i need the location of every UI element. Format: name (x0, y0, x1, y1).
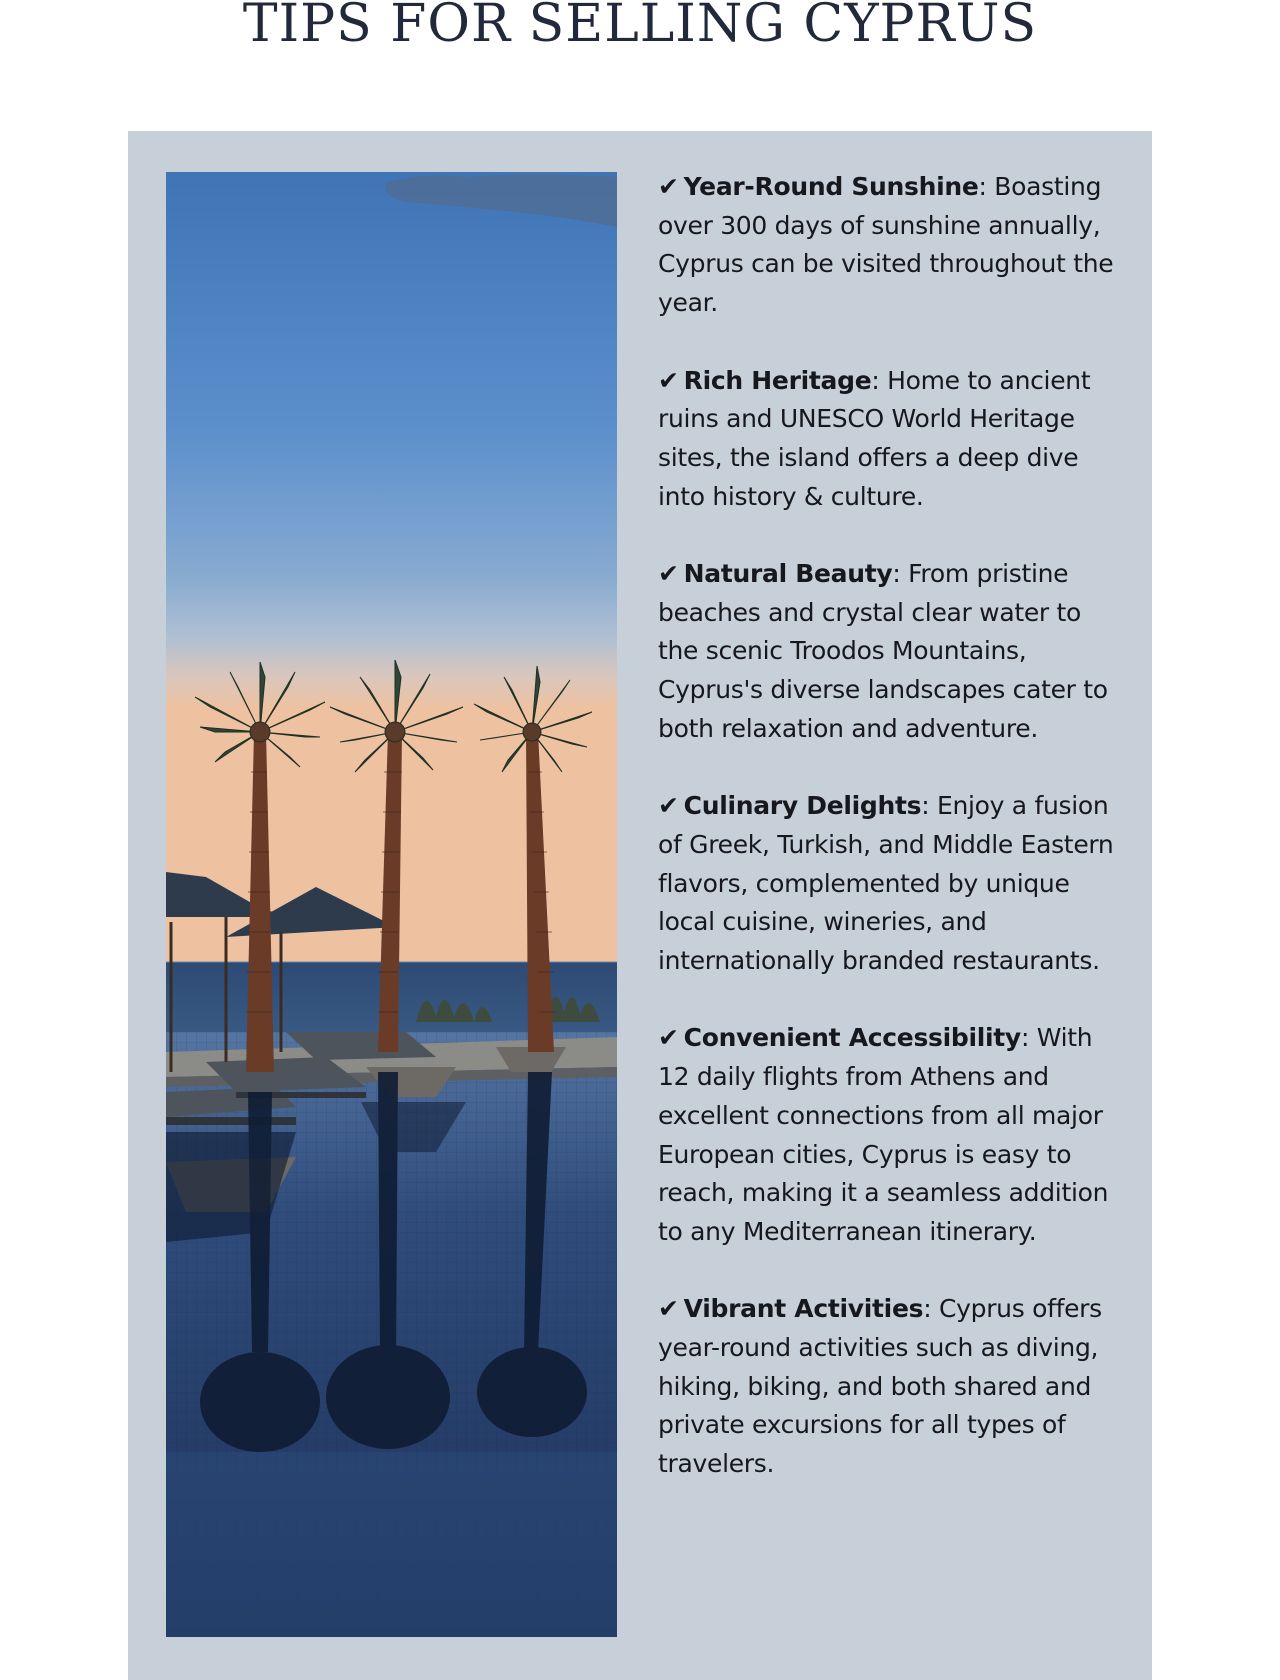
tip-item-culinary-delights (658, 787, 1128, 981)
checkmark-icon: ✔ (658, 1023, 679, 1053)
tip-heading: Vibrant Activities (683, 1294, 924, 1324)
tip-text: : Boasting over 300 days of sunshine annually, Cyprus can be visited throughout the year. (658, 172, 1114, 318)
tip-item-year-round-sunshine (658, 168, 1128, 323)
tip-text: : Cyprus offers year-round activities such as diving, hiking, biking, and both shared and private excursions for all types of travelers. (658, 1294, 1102, 1479)
checkmark-icon: ✔ (658, 172, 679, 201)
resort-photo (166, 172, 617, 1637)
resort-pool-palm-trees-sunset-image (166, 172, 617, 1637)
checkmark-icon: ✔ (658, 791, 679, 821)
tip-heading: Natural Beauty (683, 559, 893, 588)
tip-heading: Year-Round Sunshine (683, 172, 979, 201)
checkmark-icon: ✔ (658, 1294, 679, 1324)
tip-item-vibrant-activities (658, 1290, 1128, 1484)
tip-heading: Culinary Delights (683, 791, 922, 821)
tip-heading: Convenient Accessibility (683, 1023, 1021, 1053)
page-title: TIPS FOR SELLING CYPRUS (242, 0, 1038, 54)
tip-text: : From pristine beaches and crystal clear water to the scenic Troodos Mountains, Cyprus's diverse landscapes cater to both relaxation and adventure. (658, 559, 1108, 743)
tip-item-convenient-accessibility (658, 1019, 1128, 1251)
tip-item-natural-beauty (658, 555, 1128, 749)
tip-text: : Enjoy a fusion of Greek, Turkish, and Middle Eastern flavors, complemented by unique local cuisine, wineries, and internationally branded restaurants. (658, 791, 1114, 976)
tip-heading: Rich Heritage (683, 365, 872, 395)
tip-text: : Home to ancient ruins and UNESCO World Heritage sites, the island offers a deep dive into history & culture. (658, 365, 1091, 511)
tip-item-rich-heritage (658, 362, 1128, 517)
tips-list (658, 168, 1128, 1523)
checkmark-icon: ✔ (658, 365, 679, 395)
checkmark-icon: ✔ (658, 559, 679, 588)
tip-text: : With 12 daily flights from Athens and excellent connections from all major European cities, Cyprus is easy to reach, making it a seamless addition to any Mediterranean itinerary. (658, 1023, 1109, 1246)
